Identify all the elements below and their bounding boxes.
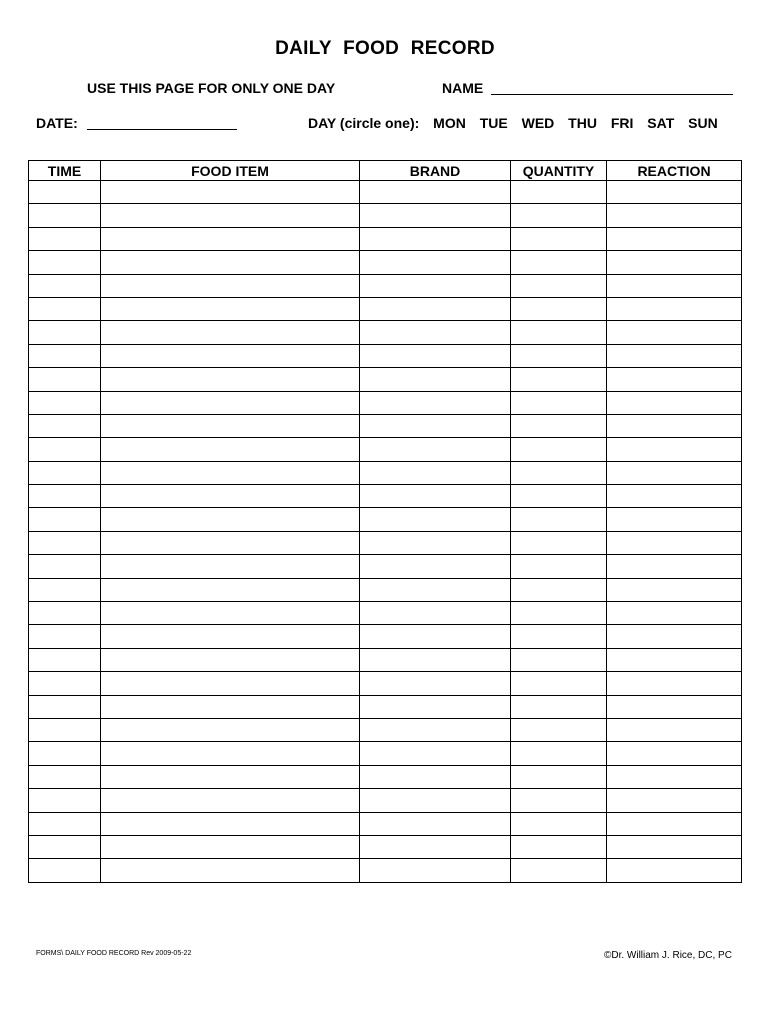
cell-quantity[interactable] xyxy=(511,251,607,274)
cell-time[interactable] xyxy=(29,765,101,788)
cell-reaction[interactable] xyxy=(607,742,742,765)
date-field[interactable] xyxy=(87,129,237,130)
table-row xyxy=(29,204,742,227)
cell-brand[interactable] xyxy=(360,742,511,765)
cell-quantity[interactable] xyxy=(511,672,607,695)
cell-reaction[interactable] xyxy=(607,204,742,227)
cell-food-item[interactable] xyxy=(101,485,360,508)
cell-time[interactable] xyxy=(29,438,101,461)
cell-time[interactable] xyxy=(29,461,101,484)
cell-food-item[interactable] xyxy=(101,368,360,391)
table-row xyxy=(29,227,742,250)
cell-brand[interactable] xyxy=(360,648,511,671)
cell-quantity[interactable] xyxy=(511,835,607,858)
cell-brand[interactable] xyxy=(360,181,511,204)
cell-time[interactable] xyxy=(29,274,101,297)
table-row xyxy=(29,508,742,531)
cell-brand[interactable] xyxy=(360,812,511,835)
cell-quantity[interactable] xyxy=(511,578,607,601)
cell-quantity[interactable] xyxy=(511,461,607,484)
cell-brand[interactable] xyxy=(360,274,511,297)
cell-brand[interactable] xyxy=(360,765,511,788)
cell-quantity[interactable] xyxy=(511,531,607,554)
table-row xyxy=(29,461,742,484)
cell-quantity[interactable] xyxy=(511,648,607,671)
cell-brand[interactable] xyxy=(360,602,511,625)
cell-quantity[interactable] xyxy=(511,555,607,578)
cell-reaction[interactable] xyxy=(607,297,742,320)
cell-reaction[interactable] xyxy=(607,625,742,648)
cell-reaction[interactable] xyxy=(607,461,742,484)
cell-brand[interactable] xyxy=(360,321,511,344)
form-reference: FORMS\ DAILY FOOD RECORD Rev 2009-05-22 xyxy=(36,950,192,957)
cell-time[interactable] xyxy=(29,555,101,578)
cell-reaction[interactable] xyxy=(607,765,742,788)
cell-reaction[interactable] xyxy=(607,251,742,274)
table-row xyxy=(29,181,742,204)
table-row xyxy=(29,602,742,625)
cell-brand[interactable] xyxy=(360,204,511,227)
cell-quantity[interactable] xyxy=(511,297,607,320)
cell-time[interactable] xyxy=(29,251,101,274)
cell-food-item[interactable] xyxy=(101,344,360,367)
day-selector xyxy=(308,115,718,131)
cell-brand[interactable] xyxy=(360,368,511,391)
cell-brand[interactable] xyxy=(360,227,511,250)
cell-quantity[interactable] xyxy=(511,274,607,297)
table-row xyxy=(29,344,742,367)
cell-quantity[interactable] xyxy=(511,344,607,367)
table-row xyxy=(29,555,742,578)
cell-food-item[interactable] xyxy=(101,835,360,858)
cell-time[interactable] xyxy=(29,742,101,765)
cell-reaction[interactable] xyxy=(607,859,742,882)
name-field[interactable] xyxy=(491,94,733,95)
date-label: DATE: xyxy=(36,115,78,131)
table-row xyxy=(29,742,742,765)
cell-quantity[interactable] xyxy=(511,742,607,765)
food-record-table xyxy=(28,160,742,883)
copyright-notice: ©Dr. William J. Rice, DC, PC xyxy=(604,950,732,961)
table-row xyxy=(29,859,742,882)
column-header-time: TIME xyxy=(29,161,101,181)
cell-quantity[interactable] xyxy=(511,859,607,882)
cell-food-item[interactable] xyxy=(101,461,360,484)
cell-quantity[interactable] xyxy=(511,181,607,204)
cell-reaction[interactable] xyxy=(607,274,742,297)
table-row xyxy=(29,321,742,344)
day-option-tue[interactable]: TUE xyxy=(479,115,508,131)
table-row xyxy=(29,835,742,858)
cell-reaction[interactable] xyxy=(607,344,742,367)
cell-food-item[interactable] xyxy=(101,438,360,461)
table-row xyxy=(29,251,742,274)
page-title: DAILY FOOD RECORD xyxy=(275,38,495,59)
cell-time[interactable] xyxy=(29,344,101,367)
cell-brand[interactable] xyxy=(360,835,511,858)
cell-brand[interactable] xyxy=(360,391,511,414)
cell-brand[interactable] xyxy=(360,859,511,882)
cell-quantity[interactable] xyxy=(511,321,607,344)
table-row xyxy=(29,672,742,695)
cell-time[interactable] xyxy=(29,695,101,718)
cell-reaction[interactable] xyxy=(607,835,742,858)
cell-food-item[interactable] xyxy=(101,765,360,788)
cell-food-item[interactable] xyxy=(101,204,360,227)
column-header-food-item: FOOD ITEM xyxy=(101,161,360,181)
cell-food-item[interactable] xyxy=(101,274,360,297)
cell-brand[interactable] xyxy=(360,625,511,648)
day-option-fri[interactable]: FRI xyxy=(610,115,634,131)
day-option-sat[interactable]: SAT xyxy=(647,115,675,131)
cell-food-item[interactable] xyxy=(101,251,360,274)
cell-time[interactable] xyxy=(29,485,101,508)
day-option-wed[interactable]: WED xyxy=(521,115,555,131)
cell-reaction[interactable] xyxy=(607,695,742,718)
cell-reaction[interactable] xyxy=(607,602,742,625)
cell-brand[interactable] xyxy=(360,789,511,812)
cell-time[interactable] xyxy=(29,391,101,414)
cell-quantity[interactable] xyxy=(511,204,607,227)
cell-brand[interactable] xyxy=(360,461,511,484)
table-row xyxy=(29,765,742,788)
cell-brand[interactable] xyxy=(360,672,511,695)
cell-reaction[interactable] xyxy=(607,531,742,554)
cell-time[interactable] xyxy=(29,789,101,812)
table-row xyxy=(29,625,742,648)
cell-brand[interactable] xyxy=(360,344,511,367)
table-header-row xyxy=(29,161,742,181)
cell-quantity[interactable] xyxy=(511,602,607,625)
cell-quantity[interactable] xyxy=(511,368,607,391)
cell-brand[interactable] xyxy=(360,531,511,554)
cell-food-item[interactable] xyxy=(101,297,360,320)
cell-reaction[interactable] xyxy=(607,485,742,508)
instruction-text: USE THIS PAGE FOR ONLY ONE DAY xyxy=(87,80,336,96)
table-row xyxy=(29,578,742,601)
cell-brand[interactable] xyxy=(360,251,511,274)
day-option-sun[interactable]: SUN xyxy=(688,115,718,131)
table-row xyxy=(29,391,742,414)
column-header-quantity: QUANTITY xyxy=(511,161,607,181)
cell-food-item[interactable] xyxy=(101,531,360,554)
cell-quantity[interactable] xyxy=(511,485,607,508)
cell-food-item[interactable] xyxy=(101,648,360,671)
cell-reaction[interactable] xyxy=(607,227,742,250)
cell-brand[interactable] xyxy=(360,555,511,578)
cell-food-item[interactable] xyxy=(101,391,360,414)
cell-time[interactable] xyxy=(29,297,101,320)
cell-reaction[interactable] xyxy=(607,391,742,414)
cell-reaction[interactable] xyxy=(607,648,742,671)
cell-brand[interactable] xyxy=(360,718,511,741)
cell-time[interactable] xyxy=(29,672,101,695)
cell-food-item[interactable] xyxy=(101,672,360,695)
day-option-mon[interactable]: MON xyxy=(433,115,466,131)
table-row xyxy=(29,438,742,461)
cell-quantity[interactable] xyxy=(511,438,607,461)
table-row xyxy=(29,414,742,437)
table-row xyxy=(29,648,742,671)
cell-brand[interactable] xyxy=(360,508,511,531)
cell-food-item[interactable] xyxy=(101,718,360,741)
cell-reaction[interactable] xyxy=(607,789,742,812)
table-row xyxy=(29,789,742,812)
cell-reaction[interactable] xyxy=(607,438,742,461)
cell-food-item[interactable] xyxy=(101,578,360,601)
cell-reaction[interactable] xyxy=(607,181,742,204)
column-header-reaction: REACTION xyxy=(607,161,742,181)
cell-reaction[interactable] xyxy=(607,508,742,531)
table-row xyxy=(29,274,742,297)
cell-reaction[interactable] xyxy=(607,414,742,437)
cell-food-item[interactable] xyxy=(101,742,360,765)
cell-time[interactable] xyxy=(29,648,101,671)
cell-time[interactable] xyxy=(29,181,101,204)
cell-brand[interactable] xyxy=(360,297,511,320)
cell-quantity[interactable] xyxy=(511,414,607,437)
cell-food-item[interactable] xyxy=(101,789,360,812)
cell-time[interactable] xyxy=(29,414,101,437)
cell-brand[interactable] xyxy=(360,578,511,601)
table-row xyxy=(29,812,742,835)
cell-food-item[interactable] xyxy=(101,695,360,718)
table-body xyxy=(29,181,742,883)
cell-quantity[interactable] xyxy=(511,508,607,531)
cell-time[interactable] xyxy=(29,625,101,648)
cell-time[interactable] xyxy=(29,718,101,741)
cell-brand[interactable] xyxy=(360,414,511,437)
cell-time[interactable] xyxy=(29,835,101,858)
table-row xyxy=(29,297,742,320)
cell-food-item[interactable] xyxy=(101,414,360,437)
cell-reaction[interactable] xyxy=(607,368,742,391)
name-label: NAME xyxy=(442,80,484,96)
cell-reaction[interactable] xyxy=(607,812,742,835)
cell-food-item[interactable] xyxy=(101,321,360,344)
cell-quantity[interactable] xyxy=(511,391,607,414)
cell-time[interactable] xyxy=(29,227,101,250)
cell-quantity[interactable] xyxy=(511,812,607,835)
cell-food-item[interactable] xyxy=(101,812,360,835)
cell-quantity[interactable] xyxy=(511,625,607,648)
table-row xyxy=(29,485,742,508)
cell-quantity[interactable] xyxy=(511,227,607,250)
table-row xyxy=(29,368,742,391)
cell-time[interactable] xyxy=(29,602,101,625)
cell-time[interactable] xyxy=(29,508,101,531)
cell-reaction[interactable] xyxy=(607,718,742,741)
table-row xyxy=(29,718,742,741)
cell-food-item[interactable] xyxy=(101,181,360,204)
cell-quantity[interactable] xyxy=(511,695,607,718)
day-option-thu[interactable]: THU xyxy=(568,115,597,131)
cell-time[interactable] xyxy=(29,531,101,554)
cell-quantity[interactable] xyxy=(511,789,607,812)
column-header-brand: BRAND xyxy=(360,161,511,181)
cell-food-item[interactable] xyxy=(101,602,360,625)
cell-reaction[interactable] xyxy=(607,321,742,344)
table-row xyxy=(29,695,742,718)
cell-time[interactable] xyxy=(29,368,101,391)
cell-time[interactable] xyxy=(29,859,101,882)
cell-brand[interactable] xyxy=(360,485,511,508)
cell-food-item[interactable] xyxy=(101,508,360,531)
cell-quantity[interactable] xyxy=(511,718,607,741)
cell-food-item[interactable] xyxy=(101,227,360,250)
cell-brand[interactable] xyxy=(360,695,511,718)
cell-food-item[interactable] xyxy=(101,625,360,648)
cell-quantity[interactable] xyxy=(511,765,607,788)
cell-reaction[interactable] xyxy=(607,672,742,695)
cell-time[interactable] xyxy=(29,204,101,227)
cell-time[interactable] xyxy=(29,321,101,344)
table-row xyxy=(29,531,742,554)
cell-food-item[interactable] xyxy=(101,555,360,578)
cell-food-item[interactable] xyxy=(101,859,360,882)
cell-reaction[interactable] xyxy=(607,578,742,601)
cell-time[interactable] xyxy=(29,812,101,835)
cell-reaction[interactable] xyxy=(607,555,742,578)
day-label: DAY (circle one): xyxy=(308,115,420,131)
cell-brand[interactable] xyxy=(360,438,511,461)
cell-time[interactable] xyxy=(29,578,101,601)
